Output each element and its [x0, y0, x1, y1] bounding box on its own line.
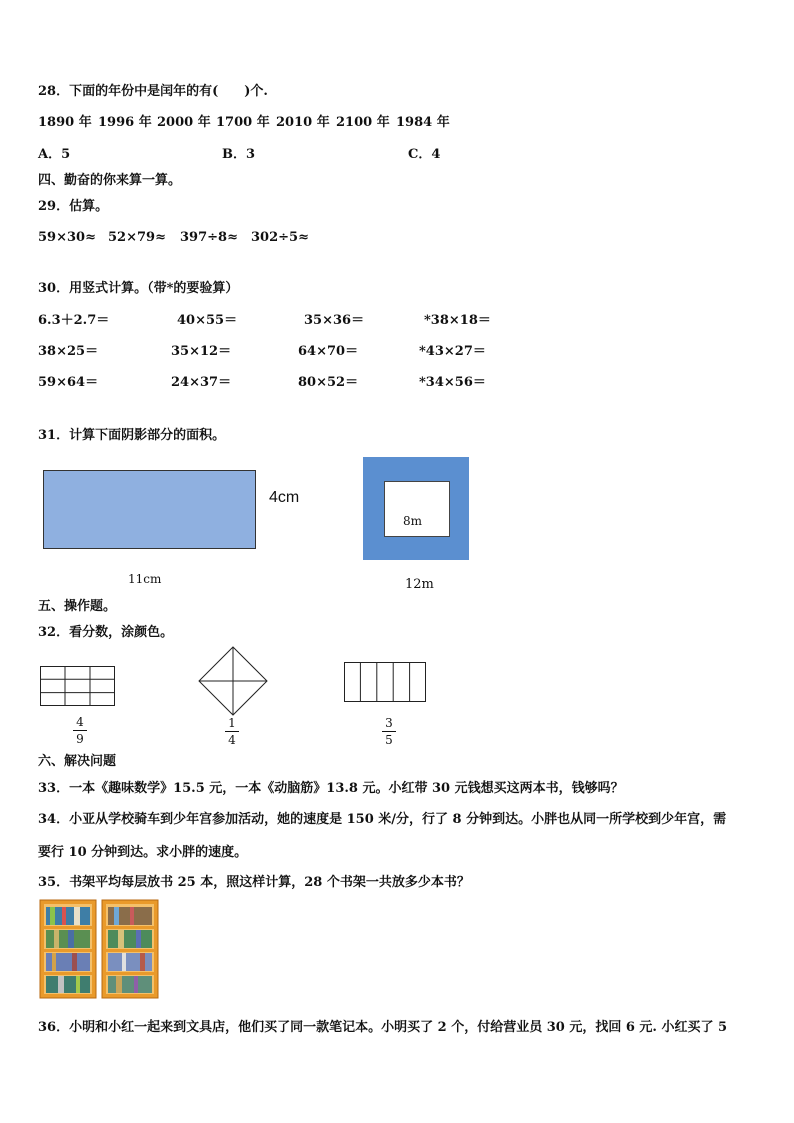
q28-option-a: A．5 — [38, 147, 71, 162]
outer-square-label: 12m — [405, 577, 434, 592]
q30-item: *38×18＝ — [424, 313, 491, 328]
q28-year: 1890 年 — [38, 115, 92, 130]
q28-year: 2010 年 — [276, 115, 330, 130]
q28-option-b: B．3 — [222, 147, 256, 162]
q30-item: 80×52＝ — [298, 375, 359, 390]
q28-title: 28．下面的年份中是闰年的有( )个. — [38, 84, 268, 99]
q28-option-c: C．4 — [408, 147, 441, 162]
q30-item: *43×27＝ — [419, 344, 486, 359]
q30-item: 24×37＝ — [171, 375, 232, 390]
q30-item: 35×36＝ — [304, 313, 365, 328]
q30-item: 40×55＝ — [177, 313, 238, 328]
section-5-heading: 五、操作题。 — [38, 599, 117, 614]
q30-item: 59×64＝ — [38, 375, 99, 390]
q33-text: 33．一本《趣味数学》15.5 元，一本《动脑筋》13.8 元。小红带 30 元钱想买这两本书，钱够吗？ — [38, 781, 624, 796]
fraction-1-4 — [225, 717, 239, 746]
fraction-denominator: 9 — [76, 732, 84, 746]
grid-3x3-figure — [40, 666, 115, 706]
q30-title: 30．用竖式计算。（带*的要验算） — [38, 281, 239, 296]
fraction-3-5 — [382, 717, 396, 746]
inner-white-square — [384, 481, 450, 537]
strip-5-figure — [344, 662, 426, 702]
fraction-numerator: 3 — [385, 716, 393, 730]
rectangle-width-label: 11cm — [128, 572, 162, 586]
q34-text-line1: 34．小亚从学校骑车到少年宫参加活动，她的速度是 150 米/分，行了 8 分钟到达。小胖也从同一所学校到少年宫，需 — [38, 812, 727, 827]
q29-item: 302÷5≈ — [251, 230, 309, 245]
q32-title: 32．看分数，涂颜色。 — [38, 625, 174, 640]
q28-year: 1996 年 — [98, 115, 152, 130]
q31-title: 31．计算下面阴影部分的面积。 — [38, 428, 226, 443]
shaded-rectangle — [43, 470, 256, 549]
q29-item: 52×79≈ — [108, 230, 166, 245]
q28-year: 1700 年 — [216, 115, 270, 130]
fraction-denominator: 5 — [385, 733, 393, 747]
rectangle-height-label: 4cm — [269, 489, 300, 506]
section-4-heading: 四、勤奋的你来算一算。 — [38, 173, 182, 188]
q29-item: 397÷8≈ — [180, 230, 238, 245]
q28-year: 2100 年 — [336, 115, 390, 130]
q30-item: 64×70＝ — [298, 344, 359, 359]
q28-year: 2000 年 — [157, 115, 211, 130]
fraction-numerator: 1 — [228, 716, 236, 730]
inner-square-label: 8m — [403, 514, 423, 528]
q30-item: 35×12＝ — [171, 344, 232, 359]
section-6-heading: 六、解决问题 — [38, 754, 117, 769]
q36-text: 36．小明和小红一起来到文具店，他们买了同一款笔记本。小明买了 2 个，付给营业员 30 元，找回 6 元. 小红买了 5 — [38, 1020, 728, 1035]
q29-item: 59×30≈ — [38, 230, 96, 245]
bookshelf-illustration — [38, 898, 160, 1000]
q30-item: 38×25＝ — [38, 344, 99, 359]
q30-item: 6.3＋2.7＝ — [38, 313, 110, 328]
fraction-4-9 — [73, 716, 87, 745]
q34-text-line2: 要行 10 分钟到达。求小胖的速度。 — [38, 845, 248, 860]
q29-title: 29．估算。 — [38, 199, 109, 214]
fraction-numerator: 4 — [76, 715, 84, 729]
q30-item: *34×56＝ — [419, 375, 486, 390]
q28-year: 1984 年 — [396, 115, 450, 130]
diamond-figure — [198, 646, 268, 716]
fraction-denominator: 4 — [228, 733, 236, 747]
q35-text: 35．书架平均每层放书 25 本，照这样计算，28 个书架一共放多少本书？ — [38, 875, 470, 890]
